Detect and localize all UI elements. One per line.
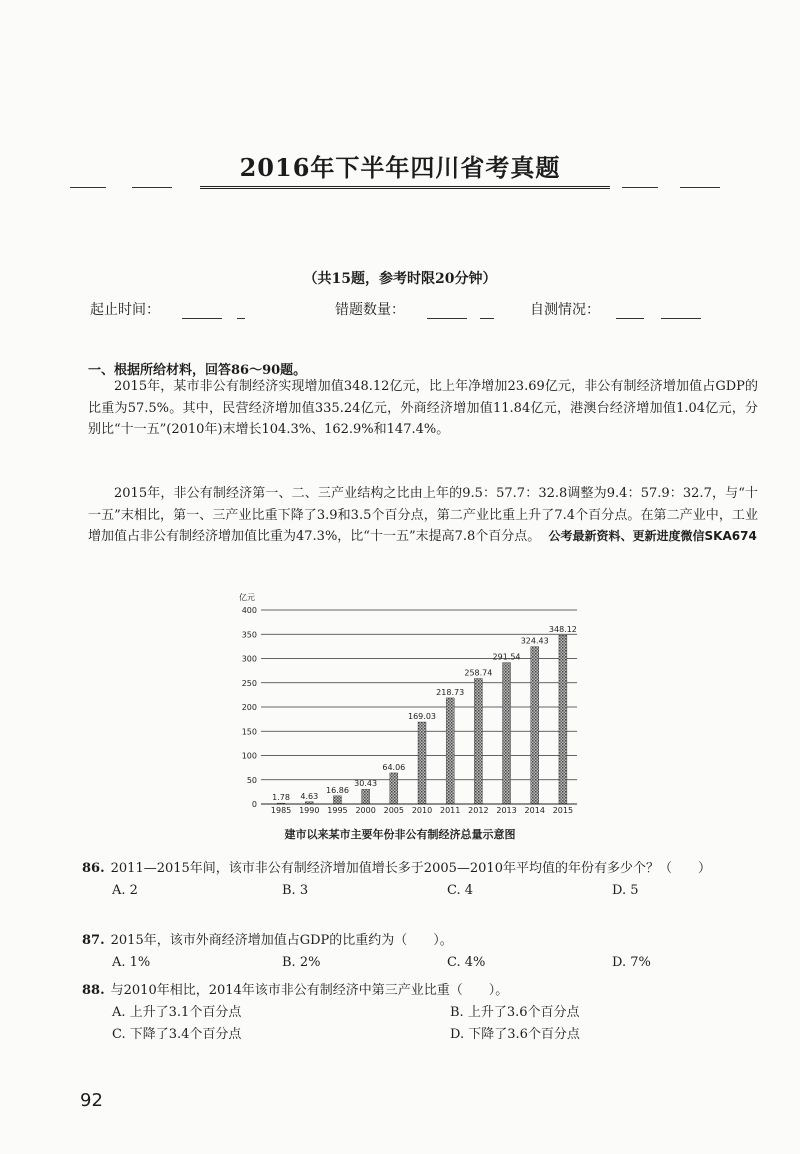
title-rule-right-1 [622,187,658,188]
section-heading: 一、根据所给材料，回答86～90题。 [88,363,307,378]
chart-y-tick-label: 200 [241,703,257,712]
question-88-option-d[interactable]: D. 下降了3.6个百分点 [450,1027,580,1042]
question-86-option-d[interactable]: D. 5 [612,883,639,898]
chart-x-tick-label: 2010 [411,806,433,815]
chart-y-axis-label: 亿元 [239,593,255,602]
chart-y-ticks [242,606,257,809]
field-time-blank-tail [237,304,245,319]
question-86 [82,858,762,902]
question-86-number: 86. [82,861,105,876]
chart-x-tick-label: 1990 [299,806,320,815]
question-87-option-d[interactable]: D. 7% [612,955,651,970]
question-88-option-c[interactable]: C. 下降了3.4个百分点 [112,1027,242,1042]
subtitle: （共15题，参考时限20分钟） [303,271,497,287]
question-87-option-b[interactable]: B. 2% [282,955,321,970]
chart-value-label: 1.78 [272,793,290,803]
field-time-label: 起止时间： [90,302,160,318]
chart-value-label: 4.63 [300,791,319,801]
chart-bar [531,647,539,804]
chart-x-tick-label: 2013 [496,806,517,815]
field-self-eval [530,299,701,319]
question-87-text: 2015年，该市外商经济增加值占GDP的比重约为（ ）。 [110,933,453,948]
paragraph-2-text: 2015年，非公有制经济第一、二、三产业结构之比由上年的9.5：57.7：32.8调整为9.4：57.9：32.7，与“十一五”末相比，第一、三产业比重下降了3.9和3.5个百分点，第二产业比重上升了7.4个百分点。在第二产业中，工业增加值占非公有制经济增加值比重为47.3%，比“十一五”末提高7.8个百分点。 [88,486,758,544]
chart-value-label: 258.74 [464,668,493,678]
question-88 [82,980,762,1046]
question-88-options-row-2 [82,1024,762,1046]
chart-y-tick-label: 400 [241,606,257,615]
question-88-number: 88. [82,983,105,998]
question-86-option-c[interactable]: C. 4 [447,883,474,898]
title-block [70,148,730,198]
field-errors-label: 错题数量： [335,302,405,318]
field-self-eval-blank-tail [661,304,701,319]
title-rule-left-1 [70,187,106,188]
title-rule-right-2 [680,187,720,188]
chart-x-tick-label: 2015 [552,806,574,815]
field-time [90,299,245,319]
question-87-number: 87. [82,933,105,948]
field-self-eval-label: 自测情况： [530,302,600,318]
title-rule-left-2 [132,187,172,188]
chart-x-tick-label: 1995 [327,806,348,815]
chart-x-tick-label: 2011 [440,806,461,815]
title-rule-main [200,186,610,189]
question-88-option-a[interactable]: A. 上升了3.1个百分点 [112,1005,242,1020]
chart-value-label: 169.03 [408,712,436,722]
question-86-option-b[interactable]: B. 3 [282,883,309,898]
field-errors-blank-tail [480,304,494,319]
chart-value-label: 64.06 [382,762,406,772]
chart-y-tick-label: 100 [241,751,257,761]
chart-value-label: 324.43 [520,636,549,646]
chart-x-tick-label: 2000 [355,806,376,815]
chart-value-label: 348.12 [548,625,577,635]
chart-x-tick-label: 2012 [468,806,489,815]
chart-y-tick-label: 150 [241,727,257,737]
chart-bar [474,679,482,804]
wechat-ad-text: 公考最新资料、更新进度微信SKA674 [548,529,757,543]
page-title: 2016年下半年四川省考真题 [239,153,561,182]
chart-bar [559,635,567,804]
material-paragraph-2 [88,483,758,548]
question-88-option-b[interactable]: B. 上升了3.6个百分点 [450,1005,580,1020]
field-errors [335,299,494,319]
chart-y-tick-label: 0 [251,800,257,809]
chart-bar [418,722,426,804]
chart-value-label: 218.73 [436,687,465,697]
chart-value-label: 16.86 [326,785,349,795]
question-86-text: 2011—2015年间，该市非公有制经济增加值增长多于2005—2010年平均值的年份有多少个？（ ） [110,861,711,876]
chart-bar [503,663,511,804]
question-87-option-a[interactable]: A. 1% [112,955,151,970]
chart-value-label: 30.43 [354,779,378,789]
field-errors-blank[interactable] [427,304,467,319]
field-time-blank[interactable] [182,304,222,319]
question-86-option-a[interactable]: A. 2 [112,883,138,898]
chart-x-tick-label: 1985 [270,806,292,815]
page-number: 92 [80,1090,103,1111]
material-paragraph-1 [88,376,758,441]
question-87 [82,930,762,974]
question-88-text: 与2010年相比，2014年该市非公有制经济中第三产业比重（ ）。 [110,983,509,998]
question-88-options-row-1 [82,1002,762,1024]
chart-y-tick-label: 250 [241,678,257,688]
chart-x-tick-label: 2005 [383,806,404,815]
chart-x-tick-label: 2014 [524,806,545,815]
question-86-options [82,880,762,902]
chart-y-tick-label: 50 [246,775,257,785]
bar-chart [235,590,580,820]
chart-bar [362,789,370,804]
paragraph-1-text: 2015年，某市非公有制经济实现增加值348.12亿元，比上年净增加23.69亿元，非公有制经济增加值占GDP的比重为57.5%。其中，民营经济增加值335.24亿元，外商经济增加值11.84亿元，港澳台经济增加值1.04亿元，分别比“十一五”(2010年)末增长104.3%、162.9%和147.4%。 [88,379,758,437]
chart-bar [390,773,398,804]
question-87-option-c[interactable]: C. 4% [447,955,486,970]
chart-y-tick-label: 350 [241,630,257,640]
field-self-eval-blank[interactable] [616,304,644,319]
question-87-options [82,952,762,974]
chart-y-tick-label: 300 [241,654,257,664]
chart-caption: 建市以来某市主要年份非公有制经济总量示意图 [284,828,516,841]
chart-bar [333,796,341,804]
chart-x-ticks [271,806,573,815]
chart-bar [446,698,454,804]
chart-value-label: 291.54 [492,652,521,662]
